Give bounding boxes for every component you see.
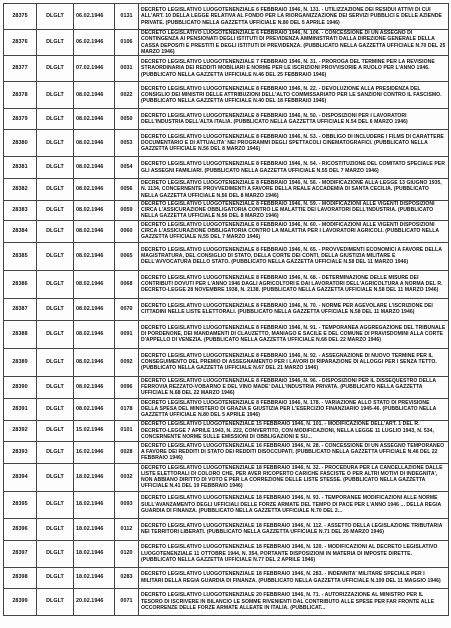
table-row <box>4 4 449 30</box>
table-row <box>4 398 449 420</box>
row-number: 28381 <box>4 157 37 179</box>
act-date: 08.02.1946 <box>74 157 115 179</box>
act-type: DLGLT <box>37 398 74 420</box>
act-type: DLGLT <box>37 588 74 615</box>
act-date: 20.02.1946 <box>74 588 115 615</box>
act-description: DECRETO LEGISLATIVO LUOGOTENENZIALE 18 FEBBRAIO 1946, N. 112. - ASSETTO DELLA LEGISLAZIONE TRIBUTARIA NEI TERRITORI LIBERATI. (PUBBLICATO NELLA GAZZETTA UFFICIALE N.71 DEL 26 MARZO 1946) <box>139 518 449 540</box>
table-row <box>4 540 449 567</box>
act-description: DECRETO LEGISLATIVO LUOGOTENENZIALE 8 FEBBRAIO 1946, N. 53. - OBBLIGO DI INCLUDERE I FILMS DI CARATTERE DOCUMENTARIO E DI ATTUALITA' NEI PROGRAMMI DEGLI SPETTACOLI CINEMATOGRAFICI. (PUBBLICATO NELLA GAZZETTA UFFICIALE N.56 DEL 8 MARZO 1946) <box>139 130 449 157</box>
act-type: DLGLT <box>37 518 74 540</box>
act-date: 06.02.1946 <box>74 30 115 56</box>
act-type: DLGLT <box>37 4 74 30</box>
row-number: 28391 <box>4 398 37 420</box>
act-date: 08.02.1946 <box>74 270 115 298</box>
row-number: 28390 <box>4 376 37 398</box>
row-number: 28398 <box>4 567 37 588</box>
act-description: DECRETO LEGISLATIVO LUOGOTENENZIALE 8 FEBBRAIO 1946, N. 50. - DISPOSIZIONI PER I LAVORATORI DELL'INDUSTRIA DELL'ALTA ITALIA. (PUBBLICATO NELLA GAZZETTA UFFICIALE N.54 DEL 6 MARZO 1946) <box>139 109 449 130</box>
row-number: 28382 <box>4 179 37 201</box>
table-row <box>4 491 449 518</box>
act-type: DLGLT <box>37 130 74 157</box>
act-number: 0068 <box>115 270 139 298</box>
act-type: DLGLT <box>37 30 74 56</box>
row-number: 28378 <box>4 82 37 109</box>
act-type: DLGLT <box>37 348 74 376</box>
act-description: DECRETO LEGISLATIVO LUOGOTENENZIALE 16 FEBBRAIO 1946, N. 28. - CONCESSIONE DI UN ASSEGNO TEMPORANEO A FAVORE DEI REDDITI DI STATO DEI REDDITI DISOCCUPATI. (PUBBLICATO NELLA GAZZETTA UFFICIALE N.46 DEL 22 FEBBRAIO 1946) <box>139 441 449 463</box>
act-type: DLGLT <box>37 270 74 298</box>
row-number: 28385 <box>4 242 37 270</box>
table-row <box>4 320 449 348</box>
act-date: 16.02.1946 <box>74 441 115 463</box>
row-number: 28379 <box>4 109 37 130</box>
row-number: 28393 <box>4 441 37 463</box>
act-description: DECRETO LEGISLATIVO LUOGOTENENZIALE 18 FEBBRAIO 1946, N. 283. - INDENNITA' MILITARE SPECIALE PER I MILITARI DELLA REGIA GUARDIA DI FINANZA. (PUBBLICATO NELLA GAZZETTA UFFICIALE N.109 DEL 11 MAGGIO 1946) <box>139 567 449 588</box>
row-number: 28392 <box>4 420 37 441</box>
act-number: 0032 <box>115 463 139 491</box>
act-description: DECRETO LEGISLATIVO LUOGOTENENZIALE 7 FEBBRAIO 1946, N. 31. - PROROGA DEL TERMINE PER LA REVISIONE STRAORDINARIA DEI REDDITI MOBILIARI E NORME PER LE ISCRIZIONI PROVVISORIE A RUOLO PER L'ANNO 1946. (PUBBLICATO NELLA GAZZETTA UFFICIALE N.46 DEL 25 FEBBRAIO 1946) <box>139 56 449 82</box>
table-row <box>4 157 449 179</box>
table-row <box>4 130 449 157</box>
act-type: DLGLT <box>37 540 74 567</box>
act-date: 08.02.1946 <box>74 348 115 376</box>
act-number: 0071 <box>115 588 139 615</box>
act-type: DLGLT <box>37 220 74 242</box>
act-type: DLGLT <box>37 109 74 130</box>
table-row <box>4 270 449 298</box>
act-date: 07.02.1946 <box>74 56 115 82</box>
decree-register-table <box>3 3 449 616</box>
table-row <box>4 82 449 109</box>
act-description: DECRETO LEGISLATIVO LUOGOTENENZIALE 18 FEBBRAIO 1946, N. 32. - PROCEDURA PER LA CANCELLAZIONE DALLE LISTE ELETTORALI DI COLORO CHE, PER AVER RICOPERTO CARICHE FASCISTE O PER ALTRI MOTIVI DI INDEGNITA', NON ABBIANO DIRITTO DI VOTO E PER LA CORREZIONE DELLE LISTE STESSE. (PUBBLICATO NELLA GAZZETTA UFFICIALE N.41 DEL 19 FEBBRAIO 1946) <box>139 463 449 491</box>
table-row <box>4 567 449 588</box>
act-number: 0092 <box>115 348 139 376</box>
act-date: 08.02.1946 <box>74 220 115 242</box>
act-type: DLGLT <box>37 82 74 109</box>
table-row <box>4 441 449 463</box>
act-type: DLGLT <box>37 376 74 398</box>
table-row <box>4 298 449 320</box>
act-description: DECRETO LEGISLATIVO LUOGOTENENZIALE 20 FEBBRAIO 1946, N. 71. - AUTORIZZAZIONE AL MINISTRO PER IL TESORO DI ISCRIVERE IN BILANCIO LE SOMME RIVENIENTI DAL CONTRIBUTO ALLE SPESE PER FAR FRONTE ALLE OCCORRENZE DELLE FORZE ARMATE ALLEATE IN ITALIA. (PUBBLICAT... <box>139 588 449 615</box>
table-row <box>4 588 449 615</box>
act-number: 0028 <box>115 441 139 463</box>
row-number: 28399 <box>4 588 37 615</box>
act-date: 18.02.1946 <box>74 491 115 518</box>
act-number: 0050 <box>115 109 139 130</box>
row-number: 28394 <box>4 463 37 491</box>
table-row <box>4 348 449 376</box>
act-number: 0022 <box>115 82 139 109</box>
act-date: 08.02.1946 <box>74 376 115 398</box>
act-number: 0106 <box>115 30 139 56</box>
act-number: 0178 <box>115 398 139 420</box>
table-row <box>4 179 449 201</box>
table-row <box>4 518 449 540</box>
act-description: DECRETO LEGISLATIVO LUOGOTENENZIALE 8 FEBBRAIO 1946, N. 60. - MODIFICAZIONI ALLE VIGENTI DISPOSIZIONI CIRCA L'ASSICURAZIONE OBBLIGATORIA CONTRO LA MALATTIA PER I LAVORATORI AGRICOLI. (PUBBLICATO NELLA GAZZETTA UFFICIALE N.55 DEL 7 MARZO 1946) <box>139 220 449 242</box>
act-date: 18.02.1946 <box>74 567 115 588</box>
act-number: 0283 <box>115 567 139 588</box>
row-number: 28397 <box>4 540 37 567</box>
row-number: 28387 <box>4 298 37 320</box>
act-description: DECRETO LEGISLATIVO LUOGOTENENZIALE 8 FEBBRAIO 1946, N. 68. - DETERMINAZIONE DELLE MISURE DEI CONTRIBUTI DOVUTI PER L'ANNO 1946 DAGLI AGRICOLTORI E DAI LAVORATORI DELL'AGRICOLTURA A NORMA DEL R. DECRETO-LEGGE 28 NOVEMBRE 1938, N. 2138. (PUBBLICATO NELLA GAZZETTA UFFICIALE N.58 DEL 11 MARZO 1946) <box>139 270 449 298</box>
row-number: 28375 <box>4 4 37 30</box>
row-number: 28380 <box>4 130 37 157</box>
act-number: 0070 <box>115 298 139 320</box>
act-description: DECRETO LEGISLATIVO LUOGOTENENZIALE 8 FEBBRAIO 1946, N. 178. - VARIAZIONE ALLO STATO DI PREVISIONE DELLA SPESA DEL MINISTERO DI GRAZIA E GIUSTIZIA PER L'ESERCIZIO FINANZIARIO 1945-46. (PUBBLICATO NELLA GAZZETTA UFFICIALE N.80 DEL 5 APRILE 1946) <box>139 398 449 420</box>
act-type: DLGLT <box>37 179 74 201</box>
act-number: 0054 <box>115 157 139 179</box>
act-description: DECRETO LEGISLATIVO LUOGOTENENZIALE 15 FEBBRAIO 1946, N. 101. - MODIFICAZIONE DELL'ART. 1 DEL R. DECRETO-LEGGE 7 APRILE 1943, N. 222, CONVERTITO, CON MODIFICAZIONI, NELLA LEGGE 11 LUGLIO 1943, N. 534, CONCERNENTE NORME SULLE EMISSIONI DI OBBLIGAZIONI E SU... <box>139 420 449 441</box>
act-date: 06.02.1946 <box>74 4 115 30</box>
act-date: 08.02.1946 <box>74 179 115 201</box>
act-description: DECRETO LEGISLATIVO LUOGOTENENZIALE 8 FEBBRAIO 1946, N. 54. - RICOSTITUZIONE DEL COMITATO SPECIALE PER GLI ASSEGNI FAMILIARI. (PUBBLICATO NELLA GAZZETTA UFFICIALE N.55 DEL 7 MARZO 1946) <box>139 157 449 179</box>
row-number: 28376 <box>4 30 37 56</box>
table-row <box>4 201 449 221</box>
act-date: 08.02.1946 <box>74 398 115 420</box>
act-description: DECRETO LEGISLATIVO LUOGOTENENZIALE 8 FEBBRAIO 1946, N. 56. - MODIFICAZIONE ALLA LEGGE 13 GIUGNO 1935, N. 1134, CONCERNENTE PROVVEDIMENTI A FAVORE DELLA REALE ACCADEMIA DI SANTA CECILIA. (PUBBLICATO NELLA GAZZETTA UFFICIALE N.56 DEL 8 MARZO 1946) <box>139 179 449 201</box>
row-number: 28384 <box>4 220 37 242</box>
act-date: 08.02.1946 <box>74 320 115 348</box>
act-number: 0131 <box>115 4 139 30</box>
table-row <box>4 376 449 398</box>
act-date: 08.02.1946 <box>74 130 115 157</box>
act-number: 0112 <box>115 518 139 540</box>
act-number: 0031 <box>115 56 139 82</box>
row-number: 28396 <box>4 518 37 540</box>
act-number: 0053 <box>115 130 139 157</box>
table-row <box>4 242 449 270</box>
row-number: 28386 <box>4 270 37 298</box>
act-date: 18.02.1946 <box>74 463 115 491</box>
act-date: 15.02.1946 <box>74 420 115 441</box>
act-description: DECRETO LEGISLATIVO LUOGOTENENZIALE 8 FEBBRAIO 1946, N. 70. - NORME PER AGEVOLARE L'ISCRIZIONE DEI CITTADINI NELLE LISTE ELETTORALI. (PUBBLICATO NELLA GAZZETTA UFFICIALE N.58 DEL 11 MARZO 1946) <box>139 298 449 320</box>
table-row <box>4 420 449 441</box>
act-description: DECRETO LEGISLATIVO LUOGOTENENZIALE 8 FEBBRAIO 1946, N. 59. - MODIFICAZIONI ALLE VIGENTI DISPOSIZIONI CIRCA L'ASSICURAZIONE OBBLIGATORIA CONTRO LE MALATTIE DEI LAVORATORI DELL'INDUSTRIA. (PUBBLICATO NELLA GAZZETTA UFFICIALE N.56 DEL 8 MARZO 1946) <box>139 201 449 221</box>
act-number: 0093 <box>115 491 139 518</box>
decree-register-body <box>4 4 449 616</box>
act-type: DLGLT <box>37 463 74 491</box>
act-number: 0056 <box>115 179 139 201</box>
act-date: 08.02.1946 <box>74 201 115 221</box>
table-row <box>4 56 449 82</box>
act-description: DECRETO LEGISLATIVO LUOGOTENENZIALE 6 FEBBRAIO 1946, N. 131. - UTILIZZAZIONE DEI RESIDUI ATTIVI DI CUI ALL'ART. 10 DELLA LEGGE RELATIVA AL FONDO PER LA RIORGANIZZAZIONE DEI SERVIZI PUBBLICI E DELLE AZIENDE PRIVATE. (PUBBLICATO NELLA GAZZETTA UFFICIALE N.80 DEL 5 APRILE 1946) <box>139 4 449 30</box>
row-number: 28395 <box>4 491 37 518</box>
act-type: DLGLT <box>37 56 74 82</box>
row-number: 28389 <box>4 348 37 376</box>
act-description: DECRETO LEGISLATIVO LUOGOTENENZIALE 18 FEBBRAIO 1946, N. 93. - TEMPORANEE MODIFICAZIONI ALLE NORME SULL'AVANZAMENTO DEGLI UFFICIALI DELLE FORZE ARMATE DEL TEMPO DI PACE PER L'ANNO 1946 ... DELLA REGIA GUARDIA DI FINANZA. (PUBBLICATO NELLA GAZZETTA UFFICIALE N.70 DEL 2... <box>139 491 449 518</box>
row-number: 28377 <box>4 56 37 82</box>
act-description: DECRETO LEGISLATIVO LUOGOTENENZIALE 8 FEBBRAIO 1946, N. 92. - ASSEGNAZIONE DI NUOVO TERMINE PER IL CONSEGUIMENTO DEL PREMIO DI ASSEGNAMENTO PER I LAVORI DI RIPARAZIONE DI ALLOGGI PER I SENZA TETTO. (PUBBLICATO NELLA GAZZETTA UFFICIALE N.67 DEL 21 MARZO 1946) <box>139 348 449 376</box>
act-description: DECRETO LEGISLATIVO LUOGOTENENZIALE 8 FEBBRAIO 1946, N. 22. - DEVOLUZIONE ALLA PRESIDENZA DEL CONSIGLIO DEI MINISTRI DELLE ATTRIBUZIONI DELL'ALTO COMMISSARIATO PER LE SANZIONI CONTRO IL FASCISMO. (PUBBLICATO NELLA GAZZETTA UFFICIALE N.40 DEL 18 FEBBRAIO 1946) <box>139 82 449 109</box>
table-row <box>4 220 449 242</box>
act-description: DECRETO LEGISLATIVO LUOGOTENENZIALE 18 FEBBRAIO 1946, N. 120. - MODIFICAZIONI AL DECRETO LEGISLATIVO LUOGOTENENZIALE 11 OTTOBRE 1944, N. 354, PORTANTE DISPOSIZIONI IN MATERIA DI IMPOSTE DIRETTE. (PUBBLICATO NELLA GAZZETTA UFFICIALE N.77 DEL 2 APRILE 1946) <box>139 540 449 567</box>
act-type: DLGLT <box>37 320 74 348</box>
act-date: 18.02.1946 <box>74 540 115 567</box>
table-row <box>4 109 449 130</box>
act-date: 08.02.1946 <box>74 109 115 130</box>
act-description: DECRETO LEGISLATIVO LUOGOTENENZIALE 8 FEBBRAIO 1946, N. 91. - TEMPORANEA AGGREGAZIONE DEL TRIBUNALE DI PORDENONE, DEI MANDAMENTI DI CLAUZETTO, MANIAGO E SACILE E DEL COMUNE DI PRAVISDOMINI ALLA CORTE D'APPELLO DI VENEZIA. (PUBBLICATO NELLA GAZZETTA UFFICIALE N.68 DEL 22 MARZO 1946) <box>139 320 449 348</box>
act-description: DECRETO LEGISLATIVO LUOGOTENENZIALE 8 FEBBRAIO 1946, N. 96. - DISPOSIZIONI PER IL DISSEQUESTRO DELLA FERROVIA REZZATO-VOBARNO E DEL VINO MADE' DALL'INDUSTRIA PRIVATA. (PUBBLICATO NELLA GAZZETTA UFFICIALE N.68 DEL 22 MARZO 1946) <box>139 376 449 398</box>
act-date: 08.02.1946 <box>74 298 115 320</box>
act-number: 0065 <box>115 242 139 270</box>
act-date: 18.02.1946 <box>74 518 115 540</box>
act-type: DLGLT <box>37 491 74 518</box>
act-type: DLGLT <box>37 201 74 221</box>
act-description: DECRETO LEGISLATIVO LUOGOTENENZIALE 6 FEBBRAIO 1946, N. 106. - CONCESSIONE DI UN ASSEGNO DI CONTINGENZA AI PENSIONATI DEGLI ISTITUTI DI PREVIDENZA AMMINISTRATI DALLA DIREZIONE GENERALE DELLA CASSA DEPOSITI E PRESTITI E DEGLI ISTITUTI DI PREVIDENZA. (PUBBLICATO NELLA GAZZETTA UFFICIALE N.70 DEL 25 MARZO 1946) <box>139 30 449 56</box>
table-row <box>4 463 449 491</box>
row-number: 28388 <box>4 320 37 348</box>
act-number: 0120 <box>115 540 139 567</box>
act-date: 08.02.1946 <box>74 82 115 109</box>
act-number: 0091 <box>115 320 139 348</box>
act-number: 0060 <box>115 220 139 242</box>
act-description: DECRETO LEGISLATIVO LUOGOTENENZIALE 8 FEBBRAIO 1946, N. 65. - PROVVEDIMENTI ECONOMICI A FAVORE DELLA MAGISTRATURA, DEL CONSIGLIO DI STATO, DELLA CORTE DEI CONTI, DELLA GIUSTIZIA MILITARE E DELL'AVVOCATURA DELLO STATO. (PUBBLICATO NELLA GAZZETTA UFFICIALE N.58 DEL 11 MARZO 1946) <box>139 242 449 270</box>
table-row <box>4 30 449 56</box>
act-type: DLGLT <box>37 242 74 270</box>
act-date: 08.02.1946 <box>74 242 115 270</box>
act-type: DLGLT <box>37 567 74 588</box>
act-type: DLGLT <box>37 441 74 463</box>
act-number: 0101 <box>115 420 139 441</box>
act-type: DLGLT <box>37 157 74 179</box>
act-number: 0096 <box>115 376 139 398</box>
act-type: DLGLT <box>37 420 74 441</box>
act-number: 0059 <box>115 201 139 221</box>
act-type: DLGLT <box>37 298 74 320</box>
row-number: 28383 <box>4 201 37 221</box>
